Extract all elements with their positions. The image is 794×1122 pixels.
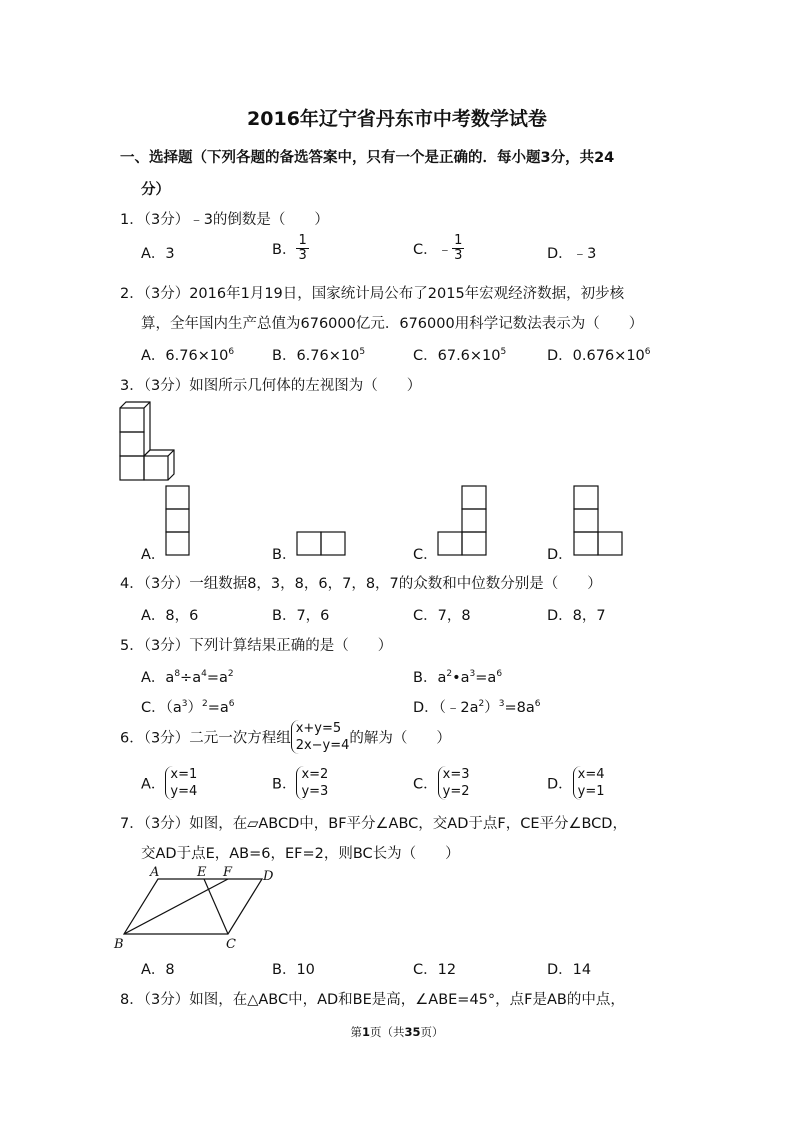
q6-option-a: A． x=1 y=4 xyxy=(141,767,198,799)
q8-line1: 8．（3分）如图，在△ABC中，AD和BE是高，∠ABE=45°，点F是AB的中点， xyxy=(120,992,625,1008)
q3-option-c-label: C． xyxy=(413,547,438,563)
vertex-label-d: D xyxy=(263,869,274,884)
q5-stem: 5．（3分）下列计算结果正确的是（ ） xyxy=(120,638,393,654)
q5-option-d: D．$(﹣2a^2)^3=8a^6$ xyxy=(413,699,541,716)
q3-stem: 3．（3分）如图所示几何体的左视图为（ ） xyxy=(120,378,422,394)
q5-option-b: B．$a^2•a^3=a^6$ xyxy=(413,669,503,686)
q1-option-a: A．3 xyxy=(141,246,175,262)
q4-option-b: B．7，6 xyxy=(272,608,330,624)
q1-option-c: C．﹣ $\frac{1}{3}$ xyxy=(413,233,463,263)
q7-parallelogram-figure xyxy=(112,862,282,952)
q3-option-b-view xyxy=(296,531,348,557)
q2-option-b: B．$6.76\times 10^5$ xyxy=(272,347,366,364)
q3-option-d-view xyxy=(573,485,625,557)
q2-option-c: C．$67.6\times 10^5$ xyxy=(413,347,507,364)
q5-option-a: A．$a^8\div a^4=a^2$ xyxy=(141,669,234,686)
q4-option-a: A．8，6 xyxy=(141,608,199,624)
q3-option-a-view xyxy=(165,485,191,557)
q1-option-d: D．﹣3 xyxy=(547,246,597,262)
q6-option-d: D． x=4 y=1 xyxy=(547,767,605,799)
q3-option-d-label: D． xyxy=(547,547,573,563)
page-title: 2016年辽宁省丹东市中考数学试卷 xyxy=(247,108,547,130)
q3-option-c-view xyxy=(437,485,489,557)
section-heading-line1: 一、选择题（下列各题的备选答案中，只有一个是正确的．每小题3分，共24 xyxy=(120,150,615,166)
q2-option-a: A．$6.76\times 10^6$ xyxy=(141,347,235,364)
q4-option-c: C．7，8 xyxy=(413,608,471,624)
q7-option-c: C．12 xyxy=(413,962,457,978)
q2-line2: 算，全年国内生产总值为676000亿元．676000用科学记数法表示为（ ） xyxy=(141,316,644,332)
q3-option-b-label: B． xyxy=(272,547,297,563)
q2-line1: 2．（3分）2016年1月19日，国家统计局公布了2015年宏观经济数据，初步核 xyxy=(120,286,625,302)
q5-option-c: C．$(a^3)^2=a^6$ xyxy=(141,699,235,716)
q3-option-a-label: A． xyxy=(141,547,166,563)
q3-solid-figure xyxy=(114,398,184,484)
q4-stem: 4．（3分）一组数据8，3，8，6，7，8，7的众数和中位数分别是（ ） xyxy=(120,576,602,592)
q6-stem: 6．（3分）二元一次方程组 x+y=5 2x−y=4 的解为（ ） xyxy=(120,721,451,753)
q7-option-d: D．14 xyxy=(547,962,592,978)
q7-line2: 交AD于点E，AB=6，EF=2，则BC长为（ ） xyxy=(141,846,460,862)
q7-option-a: A．8 xyxy=(141,962,175,978)
q7-line1: 7．（3分）如图，在▱ABCD中，BF平分∠ABC，交AD于点F，CE平分∠BCD， xyxy=(120,816,627,832)
q1-stem: 1．（3分）﹣3的倒数是（ ） xyxy=(120,212,329,228)
vertex-label-a: A xyxy=(150,865,160,880)
q7-option-b: B．10 xyxy=(272,962,315,978)
q2-option-d: D．$0.676\times 10^6$ xyxy=(547,347,651,364)
vertex-label-c: C xyxy=(226,937,236,952)
q1-option-b: B． $\frac{1}{3}$ xyxy=(272,233,307,263)
q6-option-c: C． x=3 y=2 xyxy=(413,767,470,799)
q6-option-b: B． x=2 y=3 xyxy=(272,767,329,799)
fraction: $\frac{1}{3}$ xyxy=(298,233,307,263)
page-footer: 第1页（共35页） xyxy=(350,1025,444,1039)
section-heading-line2: 分） xyxy=(141,182,170,198)
vertex-label-e: E xyxy=(197,865,207,880)
q4-option-d: D．8，7 xyxy=(547,608,606,624)
vertex-label-b: B xyxy=(114,937,124,952)
equation-system: x+y=5 2x−y=4 xyxy=(291,720,350,754)
fraction: $\frac{1}{3}$ xyxy=(454,233,463,263)
vertex-label-f: F xyxy=(223,865,233,880)
